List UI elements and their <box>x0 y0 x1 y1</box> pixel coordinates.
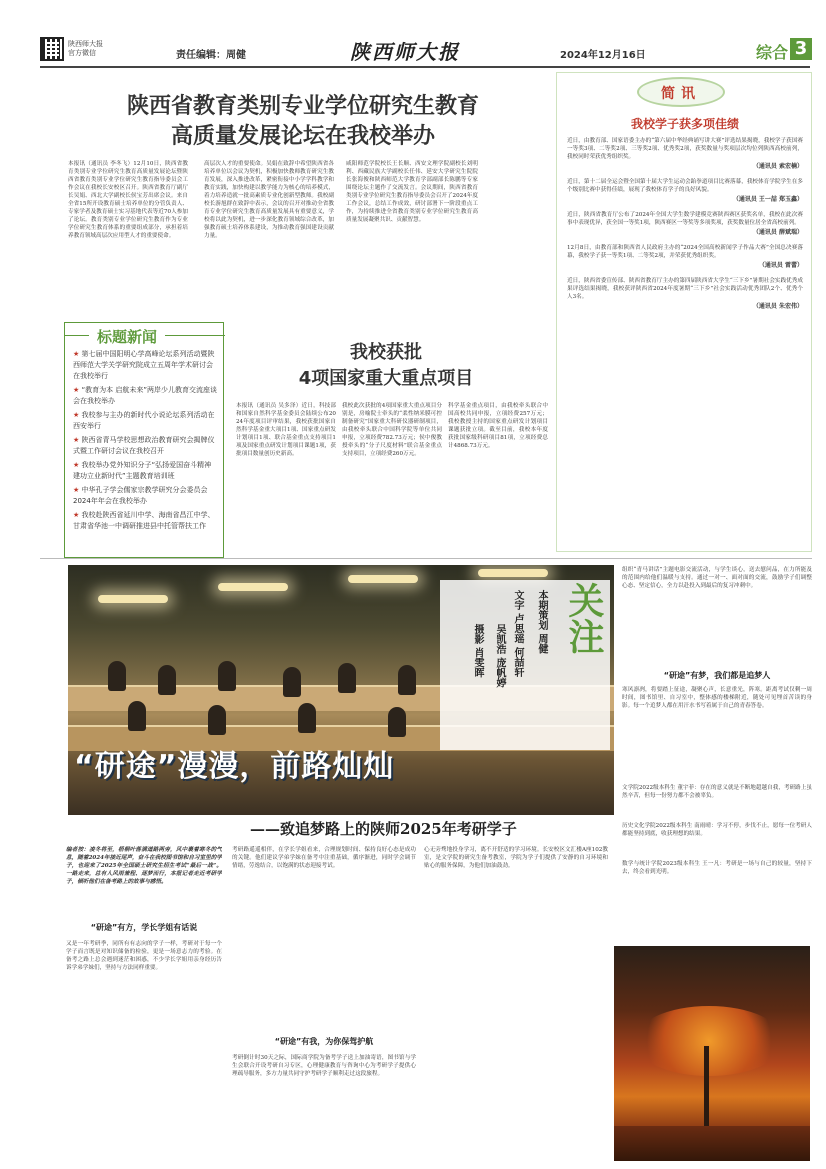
feature-credit-panel <box>440 580 610 750</box>
student-figure <box>283 667 301 697</box>
editor-credit: 责任编辑：周健 <box>176 50 246 61</box>
news-item-text: 中华孔子学会儒家宗教学研究分会委员会2024年年会在我校举办 <box>73 486 208 505</box>
star-icon: ★ <box>73 350 80 358</box>
brief-item-sig: （通讯员 朱宏伟） <box>752 303 803 310</box>
news-item-text: “教育为本 启航未来”两岸少儿教育交流座谈会在我校举办 <box>73 386 217 405</box>
brief-item <box>567 277 803 310</box>
student-quote-1: 文学院2022级本科生 董宇菲：存在的意义就是不断地超越自我，考研路上虽然辛苦，但每一份努力都不会被辜负。 <box>622 785 812 799</box>
student-figure <box>338 663 356 693</box>
brief-item-text: 近日，陕西省教育厅公布了2024年全国大学生数学建模竞赛陕西赛区获奖名单，我校在此次赛事中表现优异，获全国一等奖1项，陕西赛区一等奖等多项奖项，获奖数量位居全省高校前列。 <box>567 212 803 226</box>
lead-column-1: 本报讯（通讯员 李冬飞）12月10日，陕西省教育类别专业学位研究生教育高质量发展论坛暨陕西省教育类别专业学位研究生教育指导委员会工作会议在我校长安校区召开。陕西省教育厅副厅长吴娟、西北大学副校长侯宝芳出席会议。来自全省15所开设教育硕士培养单位的分管负责人、专家学者及教育硕士实习基地代表等近70人参加了论坛。教育类别专业学位研究生教育作为专业学位研究生教育体系的重要组成部分，承担着培养教育领域高层次应用型人才的重要使命。 <box>68 161 188 239</box>
header-rule <box>40 66 810 68</box>
ceiling-lamp <box>98 595 168 603</box>
student-figure <box>398 665 416 695</box>
student-figure <box>108 661 126 691</box>
feature-body-4: 心无旁骛地投身学习，离不开舒适的学习环境。长安校区文汇楼A座102教室，是文学院的研究生备考教室，学院为学子们提供了安静的自习环境和贴心的服务保障，为他们加油鼓劲。 <box>424 847 608 869</box>
news-item[interactable] <box>73 410 219 432</box>
student-figure <box>128 701 146 731</box>
feature-title: “研途”漫漫，前路灿灿 <box>74 749 395 784</box>
news-list <box>73 349 219 532</box>
section-tag <box>756 38 812 62</box>
editor-note: 编者按：凌冬将至，梧桐叶落满道路两旁，风中裹着寒冬的气息，随着2024年接近尾声，奋斗在我校图书馆和自习室里的学子，也迎来了2025年全国硕士研究生招生考试“最后一战”。一路走来，总有人风雨兼程、逐梦而行，本报记者走近考研学子，倾听他们在备考路上的故事与感悟。 <box>66 847 222 885</box>
brief-item <box>567 211 803 236</box>
masthead-logo: 陕西师大报 <box>350 40 460 64</box>
project-column-1: 本报讯（通讯员 吴多泽）近日，科技部和国家自然科学基金委员会陆续公布2024年度项目评审结果，我校获批国家自然科学基金重大项目1项、国家重点研发计划项目1项、联合基金重点支持项目1项及国家重点研发计划项目课题1项，获批项目数量创历史新高。 <box>236 403 336 457</box>
news-item-text: 陕西省青马学校思想政治教育研究会揭牌仪式暨工作研讨会议在我校召开 <box>73 436 215 455</box>
brief-item <box>567 137 803 170</box>
student-figure <box>158 665 176 695</box>
credit-planner: 本期策划 周健 <box>536 590 547 654</box>
brief-news-panel <box>556 72 812 552</box>
star-icon: ★ <box>73 461 80 469</box>
feature-body-1: 又是一年考研季，同所有有志向的学子一样，考研对于每一个学子而言既是对知识储备的检验，更是一场意志力的考验。在备考之路上总会遇到迷茫和困惑，不少学长学姐用亲身经历告诉学弟学妹们，坚持与方法同样重要。 <box>66 941 222 971</box>
autumn-foliage <box>634 1006 784 1076</box>
feature-focus-label: 关注 <box>563 582 604 654</box>
ceiling-lamp <box>478 569 548 577</box>
page-header <box>0 0 826 70</box>
feature-subtitle: ——致追梦路上的陕师2025年考研学子 <box>250 820 517 838</box>
brief-item-sig: （通讯员 薛斌瑞） <box>752 229 803 236</box>
news-item[interactable] <box>73 349 219 382</box>
qr-label-1: 陕西师大报 <box>68 40 103 48</box>
credit-photo: 摄影 肖雯晖 <box>472 624 483 678</box>
news-item-text: 第七届中国阳明心学高峰论坛系列活动暨陕西师范大学关学研究院成立五周年学术研讨会在我校举行 <box>73 350 215 380</box>
section-divider <box>40 558 812 559</box>
lead-column-3: 咸阳师范学院校长王长顺、西安文理学院副校长刘明利、西藏民族大学副校长任伟、延安大学研究生院院长张海俊和陕西师范大学教育学部副部长陈鹏等专家围绕论坛主题作了交流发言。会议期间，陕西省教育类别专业学位研究生教育指导委员会召开了2024年度工作会议，总结工作成效，研讨部署下一阶段重点工作，为持续推进全省教育类别专业学位研究生教育高质量发展凝聚共识、贡献智慧。 <box>346 161 478 223</box>
news-item-text: 我校举办党外知识分子“弘扬爱国奋斗精神 建功立业新时代”主题教育培训班 <box>73 461 212 480</box>
qr-code-icon[interactable] <box>40 37 64 61</box>
star-icon: ★ <box>73 386 80 394</box>
news-item[interactable] <box>73 385 219 407</box>
feature-subhead-3: “研途”有梦，我们都是追梦人 <box>663 671 771 680</box>
student-figure <box>388 707 406 737</box>
student-figure <box>208 705 226 735</box>
section-number: 3 <box>790 38 812 60</box>
lead-title-line-2: 高质量发展论坛在我校举办 <box>170 124 435 149</box>
project-column-3: 科学基金重点项目，由我校牵头联合中国高校共同申报，立项经费257万元；我校教授主持的国家重点研发计划项目课题获批立项。截至目前，我校本年度获批国家级科研项目81项，立项经费总计4868.73万元。 <box>448 403 548 449</box>
feature-subhead-1: “研途”有方，学长学姐有话说 <box>90 923 198 932</box>
news-item[interactable] <box>73 460 219 482</box>
brief-item <box>567 178 803 203</box>
brief-item-sig: （通讯员 索宏楠） <box>752 163 803 170</box>
star-icon: ★ <box>73 486 80 494</box>
project-headline <box>236 340 536 392</box>
ceiling-lamp <box>218 583 288 591</box>
news-item-text: 我校赴陕西省延川中学、海南省昌江中学、甘肃省华池一中调研推进县中托管帮扶工作 <box>73 511 215 530</box>
credit-writers: 文字 卢思瑶 何喆轩 <box>512 590 523 677</box>
qr-label-2: 官方微信 <box>68 49 96 57</box>
news-item[interactable] <box>73 435 219 457</box>
project-title-line-1: 我校获批 <box>350 342 422 363</box>
brief-item-text: 近日，陕西省委宣传部、陕西省教育厅主办的第四届陕西省大学生“三下乡”暑期社会实践优秀成果评选结果揭晓，我校获评陕西省2024年度暑期“三下乡”社会实践活动优秀团队2个、优秀个人3名。 <box>567 278 803 300</box>
student-quote-2: 历史文化学院2022级本科生 南雨晴：学习不停，步伐不止，愿每一位考研人都能坚持到底，收获理想的结果。 <box>622 823 812 837</box>
star-icon: ★ <box>73 511 80 519</box>
ceiling-lamp <box>348 575 418 583</box>
autumn-tree-photo <box>614 946 810 1161</box>
student-figure <box>218 661 236 691</box>
feature-right-intro: 组织“青马讲话”主题电影交流活动，与学生谈心，送去慰问品，在力所能及的范围内给他们温暖与支持。通过一对一、面对面的交流，鼓励学子们调整心态、坚定信心，全力以赴投入到最后的复习冲刺中。 <box>622 567 812 589</box>
brief-item-text: 近日，由教育部、国家语委主办的“第六届中华经典诵写讲大赛”评选结果揭晓，我校学子获国赛一等奖3项、二等奖2项、三等奖2项、优秀奖2项，获奖数量与奖项层次均位列陕西高校前列，我校同时荣获优秀组织奖。 <box>567 138 803 160</box>
project-column-2: 我校此次获批的4项国家重大重点项目分别是，房喻院士牵头的“柔性纳米膜可控制备研究”国家重大科研仪器研制项目，由我校牵头联合中国科学院等单位共同申报，立项经费782.73万元；侯中俊教授牵头的“分子尺度材料”联合基金重点支持项目，立项经费260万元。 <box>342 403 442 457</box>
qr-caption <box>68 40 103 58</box>
brief-item-text: 12月8日，由教育部和陕西省人民政府主办的“2024全国高校新闻学子作品大赛”全国总决赛落幕，我校学子获一等奖1项、二等奖2项，并荣获优秀组织奖。 <box>567 245 803 259</box>
brief-item <box>567 244 803 269</box>
news-item-text: 我校参与主办的新时代小说论坛系列活动在西安举行 <box>73 411 215 430</box>
news-item[interactable] <box>73 510 219 532</box>
project-title-line-2: 4项国家重大重点项目 <box>298 368 474 389</box>
news-item[interactable] <box>73 485 219 507</box>
brief-list <box>567 137 803 310</box>
lead-headline <box>68 92 538 152</box>
brief-item-sig: （通讯员 王一喆 郑玉鑫） <box>732 196 803 203</box>
headline-news-box <box>64 322 224 558</box>
brief-item-text: 近日，第十二届全运会暨全国第十届大学生运动会跆拳道项目比赛落幕，我校体育学院学生在多个级别比赛中获得佳绩，展现了我校体育学子的良好风貌。 <box>567 179 803 193</box>
brief-stamp <box>612 77 752 111</box>
issue-date: 2024年12月16日 <box>560 50 646 61</box>
feature-body-2: 考研路遥遥相伴，在学长学姐看来，合理规划时间、保持良好心态是成功的关键。他们建议学弟学妹在备考中注重基础，循序渐进，同时学会调节情绪，劳逸结合，以饱满的状态迎接考试。 <box>232 847 416 869</box>
brief-title: 我校学子获多项佳绩 <box>630 117 739 131</box>
ground <box>614 1126 810 1161</box>
news-box-title: 标题新闻 <box>89 326 165 347</box>
lead-title-line-1: 陕西省教育类别专业学位研究生教育 <box>126 94 479 119</box>
brief-item-sig: （通讯员 雷蕾） <box>758 262 803 269</box>
lead-column-2: 高层次人才的重要使命。吴娟在致辞中希望陕西省各培养单位以会议为契机，积极加快教师教育研究生教育发展，深入推进改革，紧密衔接中小学学科教学和教育实践，加快构建以教学能力为核心的培养模式，着力培养造就一批高素质专业化创新型教师。我校副校长游旭群在致辞中表示，会议的召开对推动全省教育专业学位研究生教育高质量发展具有重要意义，学校将以此为契机，进一步深化教育领域综合改革，加强教育硕士培养体系建设，为推动教育强国建设贡献力量。 <box>204 161 334 239</box>
student-quote-3: 数学与统计学院2023级本科生 王一凡：考研是一场与自己的较量，坚持下去，终会看到光明。 <box>622 861 812 875</box>
star-icon: ★ <box>73 411 80 419</box>
student-figure <box>298 703 316 733</box>
credit-writers-2: 吴凯浩 庞帆婷 <box>494 624 505 688</box>
feature-body-3: 考研倒计时30天之际，国际商学院为备考学子送上加油寄语，图书馆与学生会联合开设考研自习专区，心理健康教育与咨询中心为考研学子提供心理疏导服务，多方力量共同守护考研学子顺利走过这段旅程。 <box>232 1055 416 1077</box>
feature-right-body: 寒风凛冽，将要踏上征途，凝聚心声，长意重光，阵寒。距离考试仅剩一周时间，图书馆里、自习室中，整体感的楼梯附近，随处可见埋首苦读的身影。每一个追梦人都在用汗水书写着属于自己的青春答卷。 <box>622 687 812 709</box>
feature-subhead-2: “研途”有我，为你保驾护航 <box>274 1037 374 1046</box>
star-icon: ★ <box>73 436 80 444</box>
section-name: 综合 <box>756 43 789 62</box>
brief-stamp-text: 简讯 <box>661 86 701 102</box>
